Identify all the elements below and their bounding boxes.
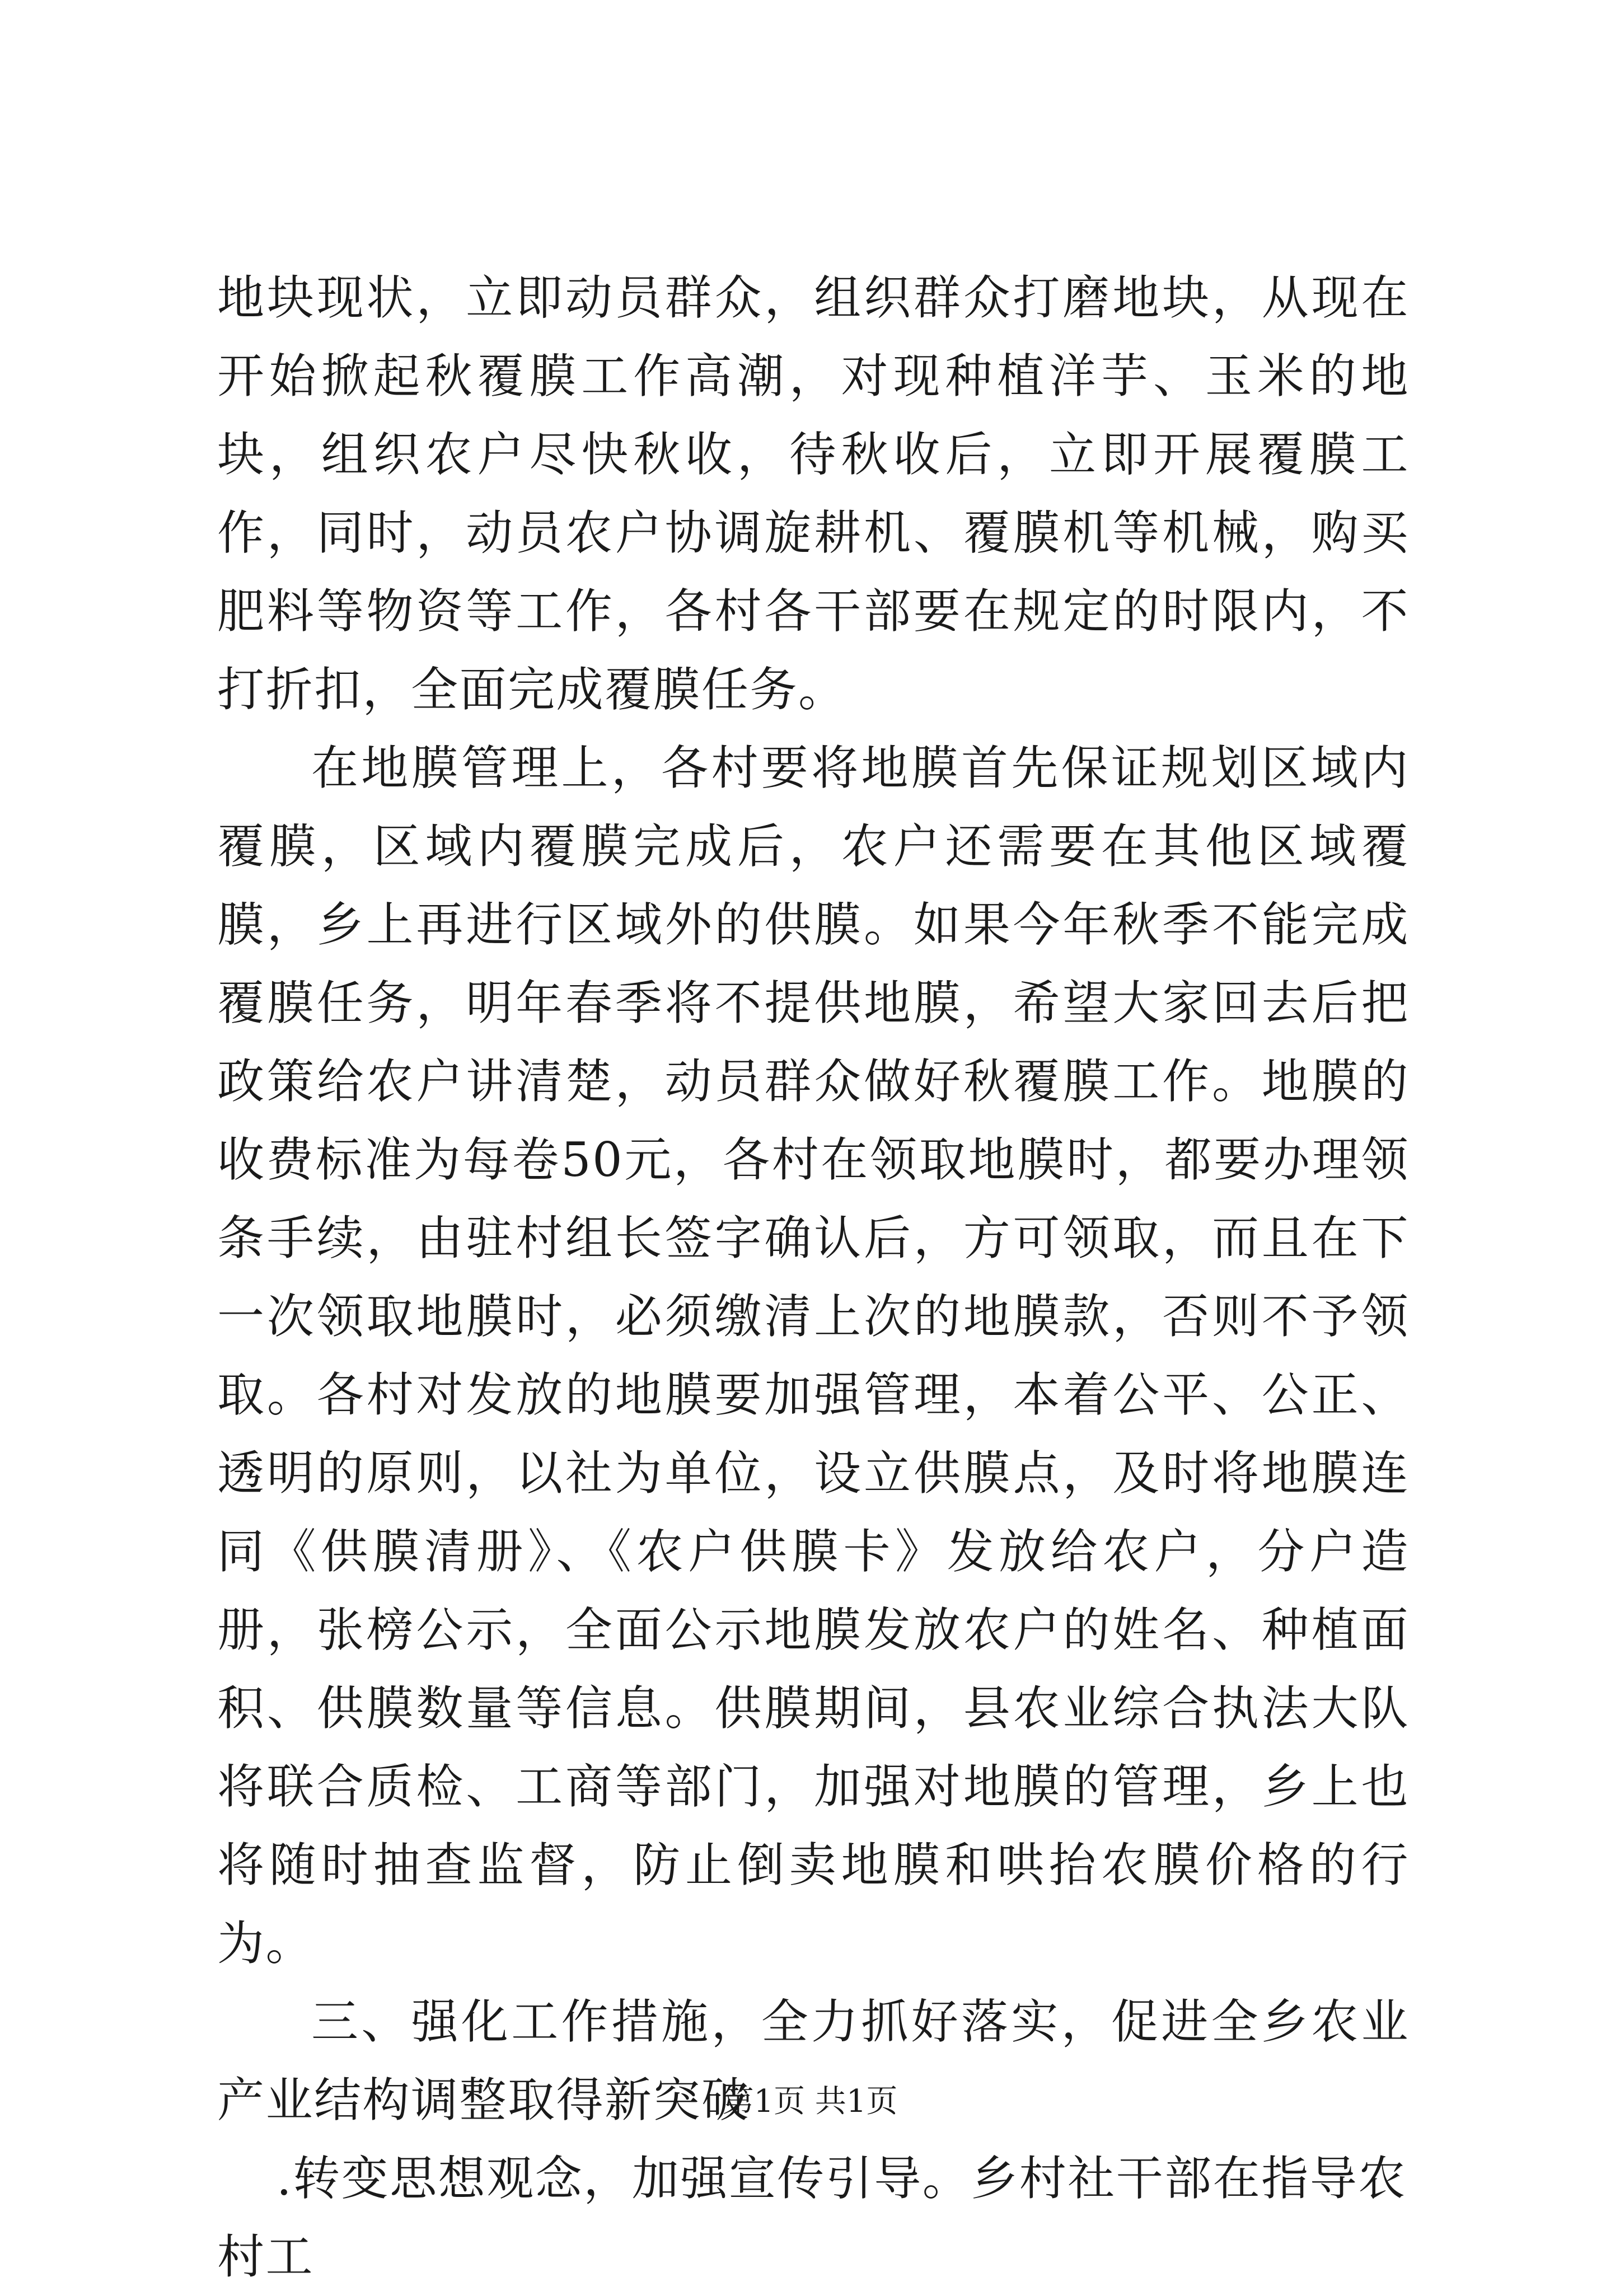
document-body [217,259,1410,2296]
page-footer: 第1页 共1页 [722,2083,898,2120]
paragraph-continued: 地块现状，立即动员群众，组织群众打磨地块，从现在开始掀起秋覆膜工作高潮，对现种植洋芋、玉米的地块，组织农户尽快秋收，待秋收后，立即开展覆膜工作，同时，动员农户协调旋耕机、覆膜机等机械，购买肥料等物资等工作，各村各干部要在规定的时限内，不打折扣，全面完成覆膜任务。 [217,270,1410,717]
paragraph-film-management: 在地膜管理上，各村要将地膜首先保证规划区域内覆膜，区域内覆膜完成后，农户还需要在其他区域覆膜，乡上再进行区域外的供膜。如果今年秋季不能完成覆膜任务，明年春季将不提供地膜，希望大家回去后把政策给农户讲清楚，动员群众做好秋覆膜工作。地膜的收费标准为每卷50元，各村在领取地膜时，都要办理领条手续，由驻村组长签字确认后，方可领取，而且在下一次领取地膜时，必须缴清上次的地膜款，否则不予领取。各村对发放的地膜要加强管理，本着公平、公正、透明的原则，以社为单位，设立供膜点，及时将地膜连同《供膜清册》、《农户供膜卡》发放给农户，分户造册，张榜公示，全面公示地膜发放农户的姓名、种植面积、供膜数量等信息。供膜期间，县农业综合执法大队将联合质检、工商等部门，加强对地膜的管理，乡上也将随时抽查监督，防止倒卖地膜和哄抬农膜价格的行为。 [217,741,1410,1971]
section-heading: 三、强化工作措施，全力抓好落实，促进全乡农业产业结构调整取得新突破 [217,1994,1410,2128]
paragraph-subitem: .转变思想观念，加强宣传引导。乡村社干部在指导农村工 [217,2151,1407,2284]
